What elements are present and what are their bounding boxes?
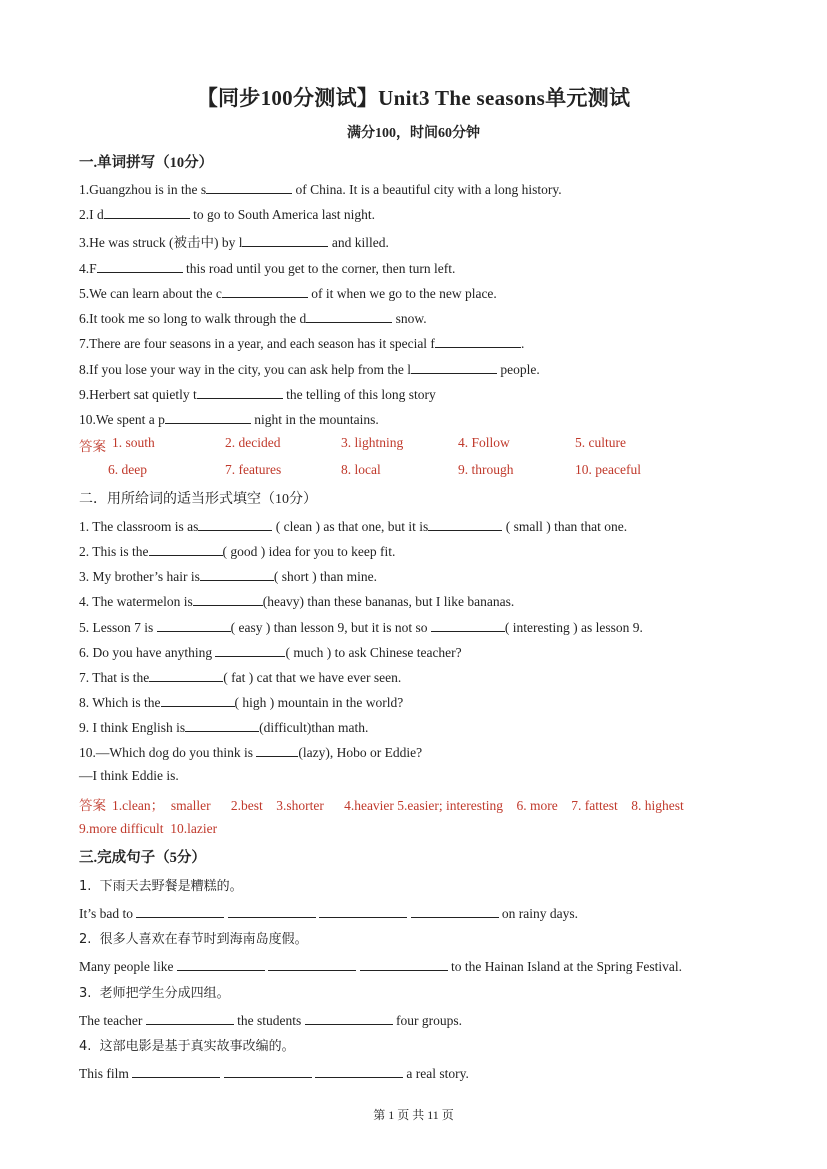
s1-item-4: 4.F this road until you get to the corner, then turn left. [79,258,455,277]
answer-blank[interactable] [197,384,283,399]
s1-answer-2: 2. decided [225,435,281,450]
s3-item-3-cn: 3. 老师把学生分成四组。 [79,986,230,1001]
s1-answer-8: 8. local [341,462,381,477]
s1-item-5: 5.We can learn about the c of it when we go to the new place. [79,283,497,302]
s1-answer-5: 5. culture [575,435,626,450]
s1-answer-7: 7. features [225,462,282,477]
answer-blank[interactable] [104,204,190,219]
answer-blank[interactable] [431,617,505,632]
s1-item-9: 9.Herbert sat quietly t the telling of this long story [79,384,436,403]
s2-item-6: 6. Do you have anything ( much ) to ask Chinese teacher? [79,642,462,661]
answer-blank[interactable] [97,258,183,273]
s1-item-8: 8.If you lose your way in the city, you can ask help from the l people. [79,359,540,378]
s1-item-7: 7.There are four seasons in a year, and each season has it special f . [79,333,524,352]
s1-item-3: 3.He was struck (被击中) by l and killed. [79,231,389,251]
answer-blank[interactable] [305,1010,393,1025]
s1-item-6: 6.It took me so long to walk through the d snow. [79,308,427,327]
answer-blank[interactable] [319,903,407,918]
answer-blank[interactable] [161,692,235,707]
answer-blank[interactable] [177,956,265,971]
s3-item-1: It’s bad to on rainy days. [79,903,578,922]
s2-item-2: 2. This is the ( good ) idea for you to keep fit. [79,541,395,560]
s1-answer-3: 3. lightning [341,435,404,450]
answer-blank[interactable] [256,742,298,757]
s2-item-10-reply: —I think Eddie is. [79,768,179,783]
s1-answer-1: 1. south [112,435,155,450]
s1-answer-label: 答案 [79,439,106,454]
s2-item-7: 7. That is the ( fat ) cat that we have ever seen. [79,667,401,686]
answer-blank[interactable] [165,409,251,424]
s3-item-3: The teacher the students four groups. [79,1010,462,1029]
answer-blank[interactable] [242,232,328,247]
answer-blank[interactable] [268,956,356,971]
answer-blank[interactable] [411,903,499,918]
answer-blank[interactable] [149,541,223,556]
answer-blank[interactable] [411,359,497,374]
s2-item-8: 8. Which is the ( high ) mountain in the world? [79,692,403,711]
answer-blank[interactable] [157,617,231,632]
answer-blank[interactable] [193,591,263,606]
s3-item-2: Many people like to the Hainan Island at the Spring Festival. [79,956,682,975]
s2-answers-line1: 1.clean； smaller 2.best 3.shorter 4.heavier 5.easier; interesting 6. more 7. fattest 8. highest [112,798,684,813]
s3-item-1-cn: 1. 下雨天去野餐是糟糕的。 [79,879,243,894]
page-footer: 第 1 页 共 11 页 [373,1108,454,1122]
answer-blank[interactable] [360,956,448,971]
s1-item-1: 1.Guangzhou is in the s of China. It is a beautiful city with a long history. [79,179,562,198]
answer-blank[interactable] [146,1010,234,1025]
answer-blank[interactable] [428,516,502,531]
answer-blank[interactable] [306,308,392,323]
s2-item-3: 3. My brother’s hair is ( short ) than mine. [79,566,377,585]
answer-blank[interactable] [132,1063,220,1078]
page-title: 【同步100分测试】Unit3 The seasons单元测试 [196,86,631,110]
answer-blank[interactable] [198,516,272,531]
s1-answer-4: 4. Follow [458,435,510,450]
s1-answer-6: 6. deep [108,462,147,477]
answer-blank[interactable] [222,283,308,298]
answer-blank[interactable] [185,717,259,732]
s2-item-4: 4. The watermelon is (heavy) than these bananas, but I like bananas. [79,591,514,610]
s2-item-10: 10.—Which dog do you think is (lazy), Hobo or Eddie? [79,742,422,761]
s2-item-5: 5. Lesson 7 is ( easy ) than lesson 9, but it is not so ( interesting ) as lesson 9. [79,617,643,636]
section2-heading: 二．用所给词的适当形式填空（10分） [79,492,317,507]
answer-blank[interactable] [224,1063,312,1078]
answer-blank[interactable] [435,333,521,348]
s1-answer-10: 10. peaceful [575,462,641,477]
answer-blank[interactable] [215,642,285,657]
s1-answer-9: 9. through [458,462,514,477]
answer-blank[interactable] [149,667,223,682]
answer-blank[interactable] [206,179,292,194]
page-subtitle: 满分100，时间60分钟 [347,126,480,141]
answer-blank[interactable] [228,903,316,918]
s1-item-2: 2.I d to go to South America last night. [79,204,375,223]
s2-item-9: 9. I think English is (difficult)than math. [79,717,368,736]
s3-item-4: This film a real story. [79,1063,469,1082]
s2-answers-line2: 9.more difficult 10.lazier [79,821,218,836]
s2-item-1: 1. The classroom is as ( clean ) as that one, but it is ( small ) than that one. [79,516,627,535]
section1-heading: 一.单词拼写（10分） [79,155,214,171]
answer-blank[interactable] [315,1063,403,1078]
s1-item-10: 10.We spent a p night in the mountains. [79,409,379,428]
section3-heading: 三.完成句子（5分） [79,850,206,866]
answer-blank[interactable] [200,566,274,581]
answer-blank[interactable] [136,903,224,918]
s2-answer-label: 答案 [79,798,106,813]
s3-item-2-cn: 2. 很多人喜欢在春节时到海南岛度假。 [79,932,308,947]
s3-item-4-cn: 4. 这部电影是基于真实故事改编的。 [79,1039,295,1054]
